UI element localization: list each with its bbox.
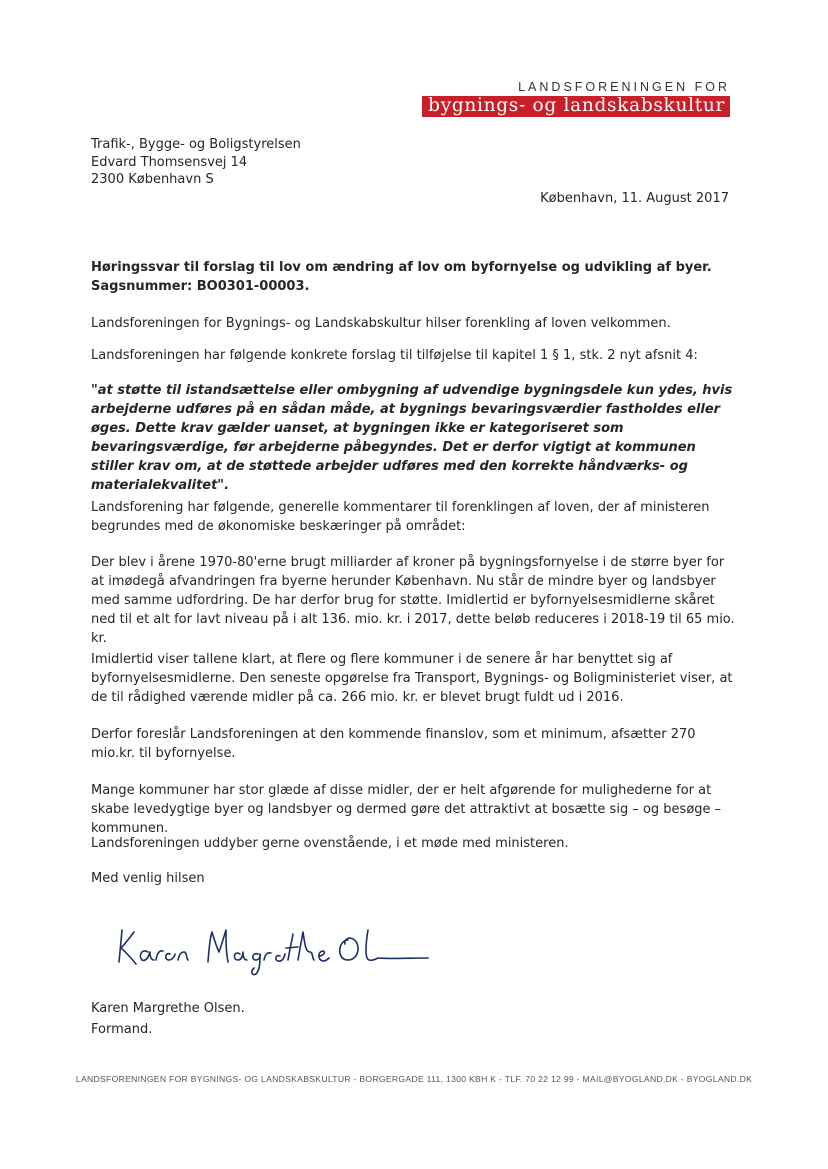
body-paragraph: Landsforeningen for Bygnings- og Landskabskultur hilser forenkling af loven velkommen. — [91, 316, 671, 331]
signer-title: Formand. — [91, 1022, 153, 1037]
logo-bar: bygnings- og landskabskultur — [422, 96, 730, 117]
body-paragraph: Der blev i årene 1970-80'erne brugt milliarder af kroner på bygningsfornyelse i de større byer for at imødegå afvandringen fra byerne herunder København. Nu står de mindre byer og landsbyer med samme udfordring. De har derfor brug for støtte. Imidlertid er byfornyelsesmidlerne skåret ned til et alt for lavt niveau på i alt 136. mio. kr. i 2017, dette beløb reduceres i 2018-19 til 65 mio. kr. — [91, 555, 735, 646]
body-paragraph: Imidlertid viser tallene klart, at flere og flere kommuner i de senere år har benyttet sig af byfornyelsesmidlerne. Den seneste opgørelse fra Transport, Bygnings- og Boligministeriet viser, at de til rådighed værende midler på ca. 266 mio. kr. er blevet brugt fuldt ud i 2016. — [91, 652, 733, 705]
closing-line: Med venlig hilsen — [91, 871, 205, 886]
recipient-line: Edvard Thomsensvej 14 — [91, 154, 248, 170]
letter-footer: LANDSFORENINGEN FOR BYGNINGS- OG LANDSKABSKULTUR - BORGERGADE 111, 1300 KBH K - TLF. 70 22 12 99 - MAIL@BYOGLAND.DK - BYOGLAND.DK — [75, 1074, 753, 1084]
body-paragraph: Mange kommuner har stor glæde af disse midler, der er helt afgørende for mulighederne for at skabe levedygtige byer og landsbyer og dermed gøre det attraktivt at bosætte sig – og besøge – kommunen. — [91, 783, 722, 836]
handwritten-signature — [112, 918, 432, 980]
signer-name: Karen Margrethe Olsen. — [91, 1001, 245, 1016]
logo-top-line: LANDSFORENINGEN FOR — [518, 80, 730, 94]
subject-line: Høringssvar til forslag til lov om ændring af lov om byfornyelse og udvikling af byer. Sagsnummer: BO0301-00003. — [91, 260, 712, 294]
recipient-line: Trafik-, Bygge- og Boligstyrelsen — [91, 137, 301, 152]
recipient-address — [91, 136, 301, 189]
proposal-quote: "at støtte til istandsættelse eller ombygning af udvendige bygningsdele kun ydes, hvis arbejderne udføres på en sådan måde, at bygnings bevaringsværdier fastholdes eller øges. Dette krav gælder uanset, at bygningen ikke er kategoriseret som bevaringsværdige, før arbejderne påbegyndes. Det er derfor vigtigt at kommunen stiller krav om, at de støttede arbejder udføres med den korrekte håndværks- og materialekvalitet". — [91, 383, 733, 493]
letter-date: København, 11. August 2017 — [540, 191, 729, 206]
body-paragraph: Landsforeningen har følgende konkrete forslag til tilføjelse til kapitel 1 § 1, stk. 2 nyt afsnit 4: — [91, 348, 698, 363]
signer-block — [91, 998, 245, 1040]
body-paragraph: Landsforening har følgende, generelle kommentarer til forenklingen af loven, der af ministeren begrundes med de økonomiske beskæringer på området: — [91, 500, 710, 534]
letterhead-logo — [422, 80, 730, 117]
body-paragraph: Landsforeningen uddyber gerne ovenstående, i et møde med ministeren. — [91, 836, 569, 851]
body-paragraph: Derfor foreslår Landsforeningen at den kommende finanslov, som et minimum, afsætter 270 mio.kr. til byfornyelse. — [91, 727, 696, 761]
recipient-line: 2300 København S — [91, 172, 214, 187]
